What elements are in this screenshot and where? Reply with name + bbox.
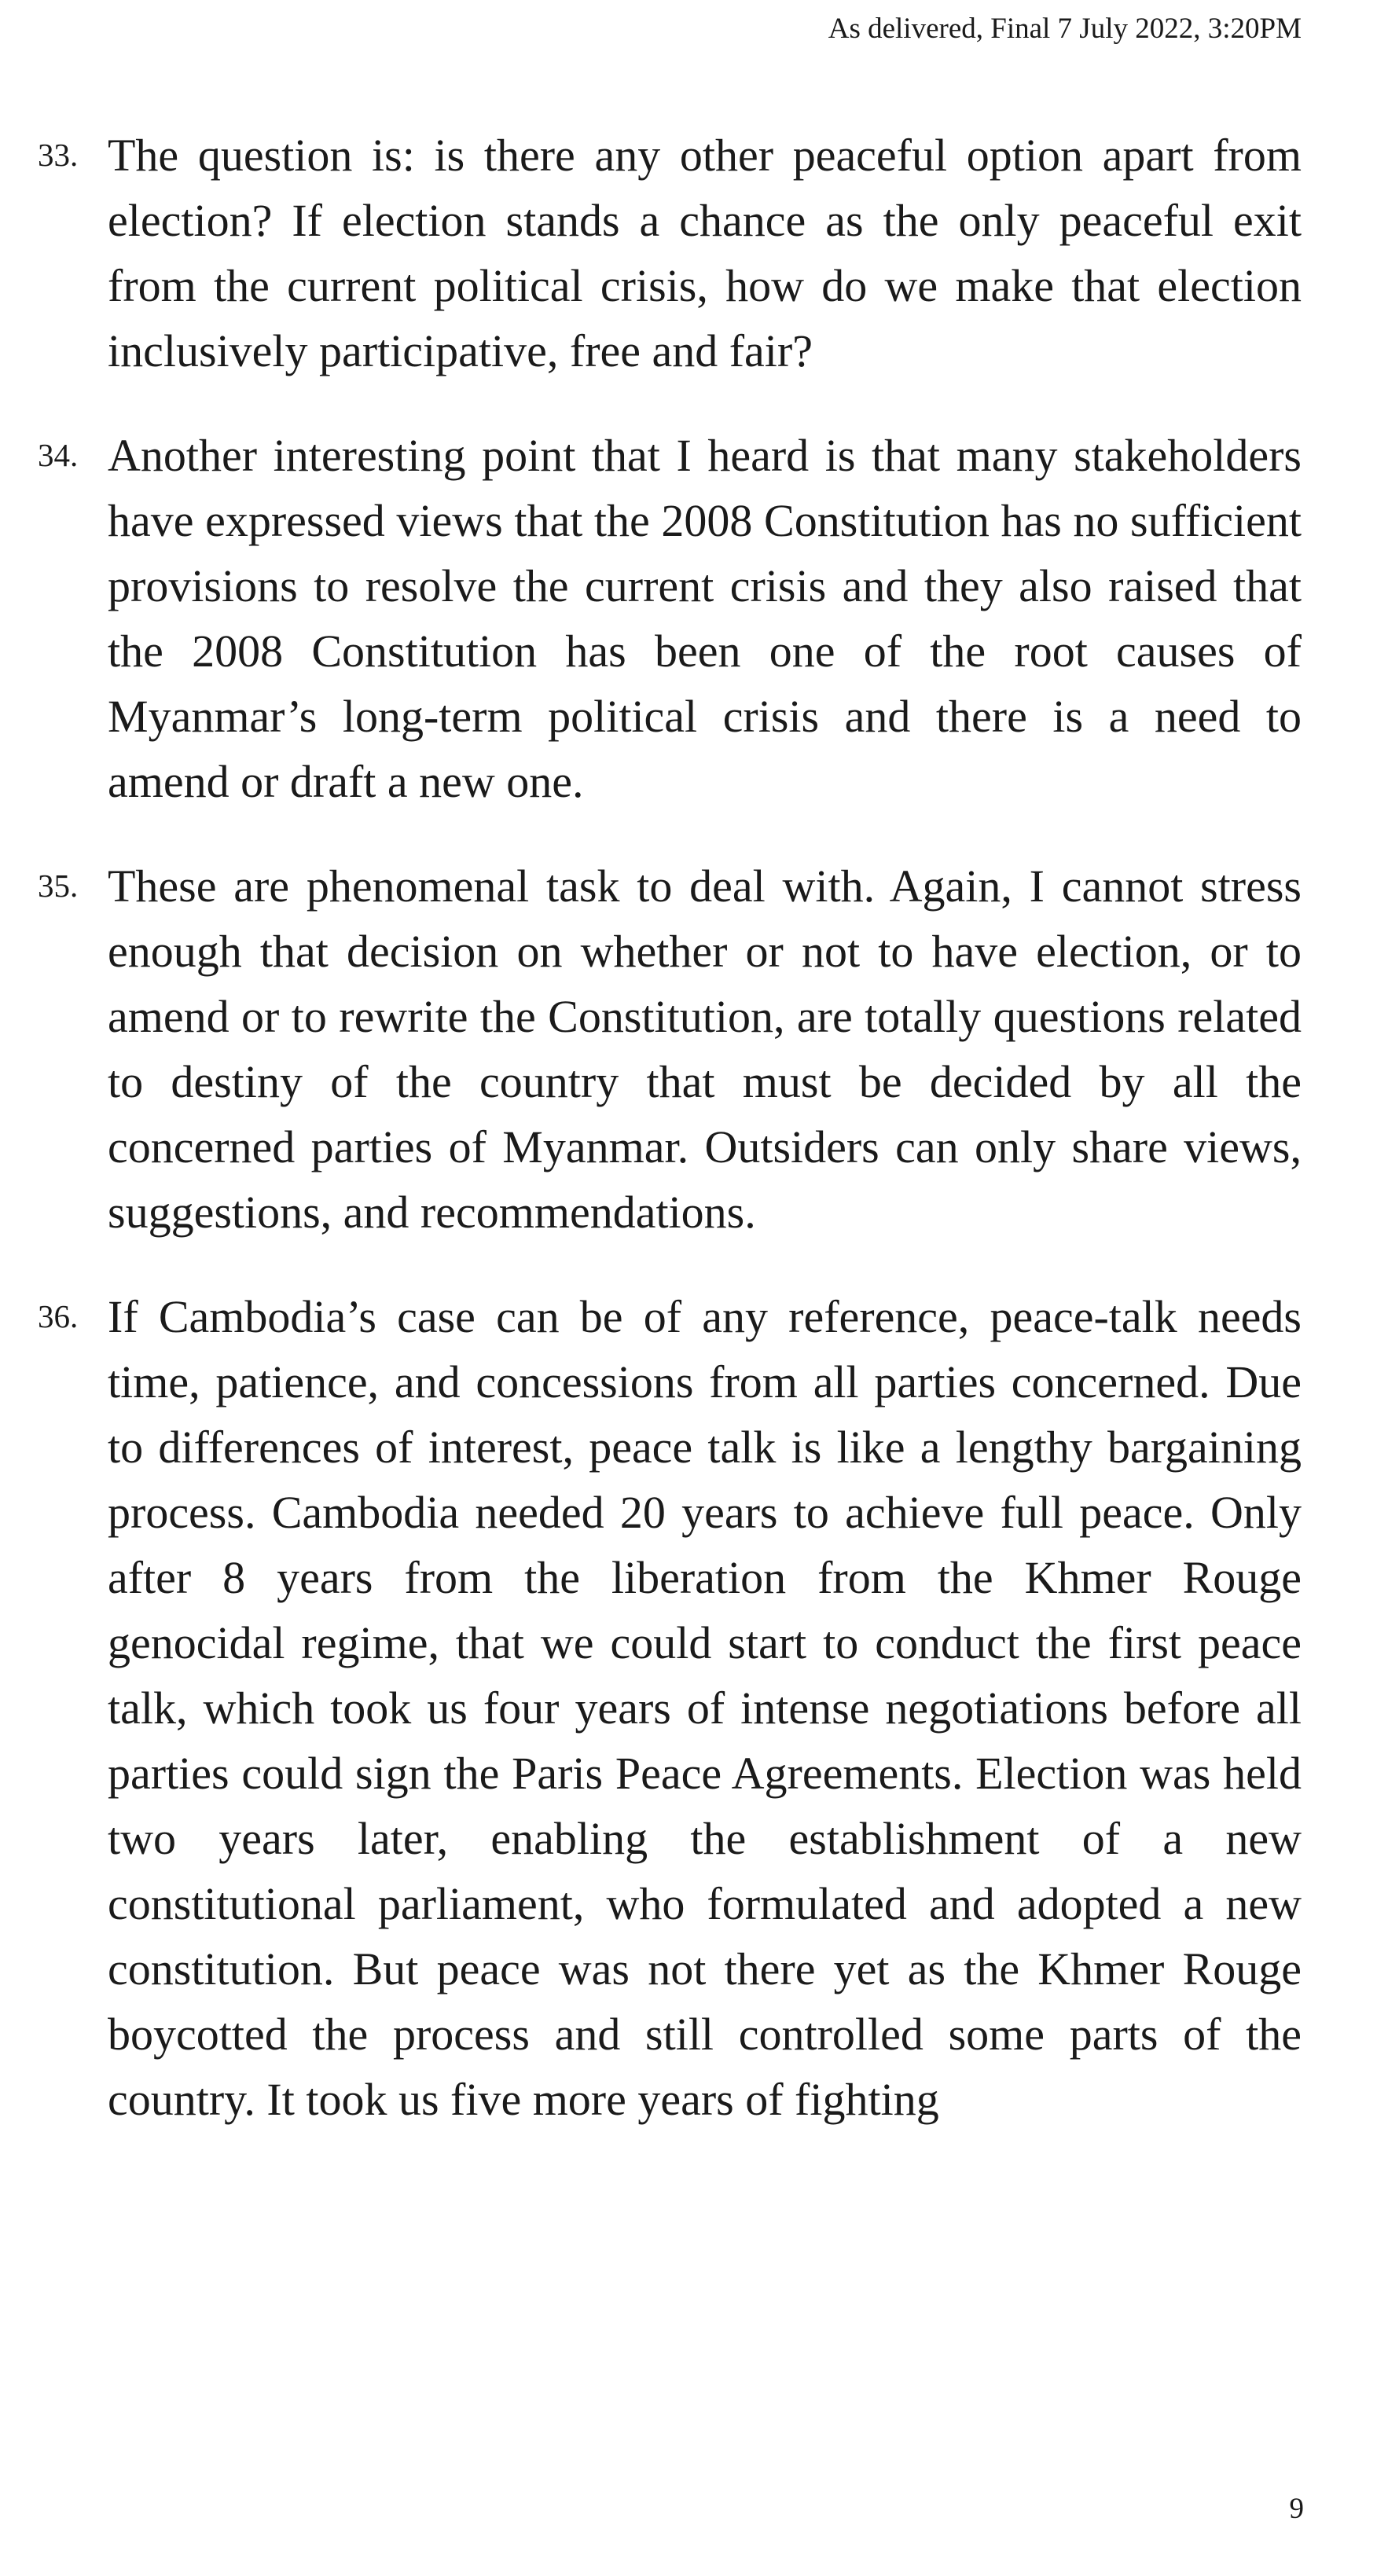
paragraph-number: 33. <box>38 137 79 173</box>
paragraph-list <box>38 123 1302 2171</box>
paragraph-text: These are phenomenal task to deal with. Again, I cannot stress enough that decision on whether or not to have election, or to amend or to rewrite the Constitution, are totally questions related to destiny of the country that must be decided by all the concerned parties of Myanmar. Outsiders can only share views, suggestions, and recommendations. <box>108 861 1302 1238</box>
paragraph-33 <box>38 123 1302 383</box>
paragraph-text: Another interesting point that I heard is that many stakeholders have expressed views that the 2008 Constitution has no sufficient provisions to resolve the current crisis and they also raised that the 2008 Constitution has been one of the root causes of Myanmar’s long-term political crisis and there is a need to amend or draft a new one. <box>108 430 1302 807</box>
delivery-note: As delivered, Final 7 July 2022, 3:20PM <box>828 13 1302 45</box>
paragraph-text: The question is: is there any other peaceful option apart from election? If election stands a chance as the only peaceful exit from the current political crisis, how do we make that election inclusively participative, free and fair? <box>108 130 1302 376</box>
paragraph-number: 34. <box>38 437 79 473</box>
paragraph-36 <box>38 1284 1302 2132</box>
paragraph-34 <box>38 423 1302 814</box>
paragraph-number: 35. <box>38 868 79 904</box>
paragraph-text: If Cambodia’s case can be of any reference, peace-talk needs time, patience, and concessions from all parties concerned. Due to differences of interest, peace talk is like a lengthy bargaining process. Cambodia needed 20 years to achieve full peace. Only after 8 years from the liberation from the Khmer Rouge genocidal regime, that we could start to conduct the first peace talk, which took us four years of intense negotiations before all parties could sign the Paris Peace Agreements. Election was held two years later, enabling the establishment of a new constitutional parliament, who formulated and adopted a new constitution. But peace was not there yet as the Khmer Rouge boycotted the process and still controlled some parts of the country. It took us five more years of fighting <box>108 1291 1302 2125</box>
paragraph-number: 36. <box>38 1298 79 1334</box>
page-number: 9 <box>1289 2493 1304 2525</box>
paragraph-35 <box>38 853 1302 1245</box>
